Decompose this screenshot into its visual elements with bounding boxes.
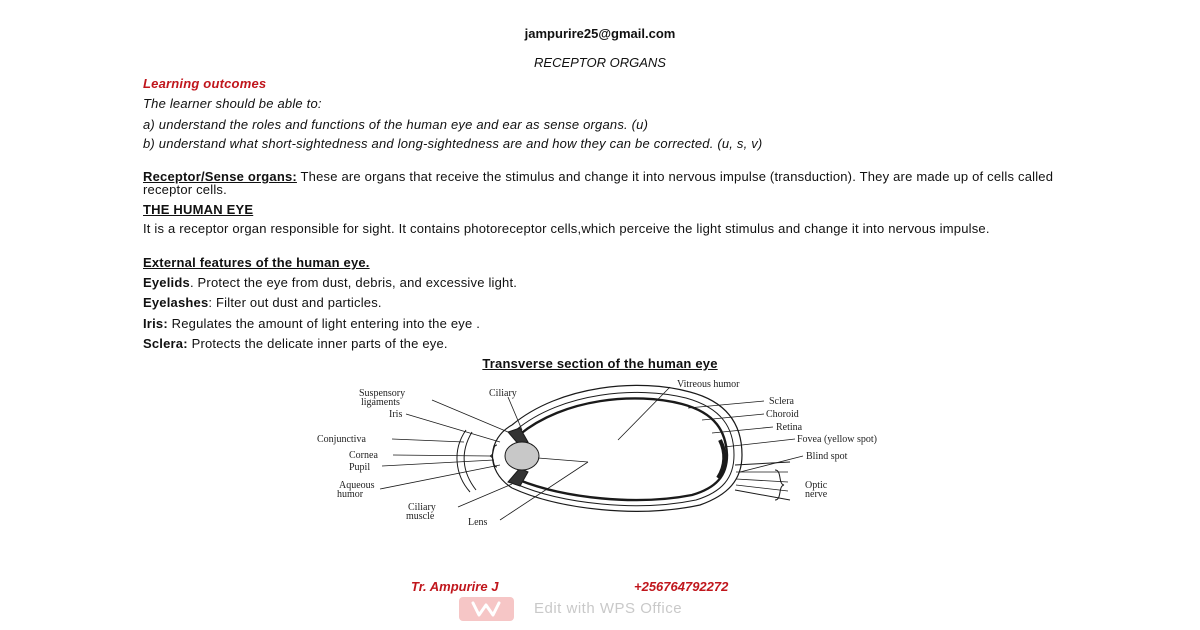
optic-brace [775, 470, 784, 500]
label-iris: Iris [389, 409, 403, 420]
fovea-mark [718, 440, 724, 478]
feature-term: Eyelashes [143, 295, 209, 310]
learning-outcomes-heading: Learning outcomes [143, 76, 267, 91]
leader-aqueous [380, 465, 500, 489]
leader-ciliary [508, 397, 522, 430]
footer-author: Tr. Ampurire J [411, 579, 499, 594]
lens-shape [505, 442, 539, 470]
label-optic-1: Optic [805, 480, 828, 491]
label-optic-2: nerve [805, 489, 828, 500]
label-fovea: Fovea (yellow spot) [797, 434, 877, 445]
human-eye-description: It is a receptor organ responsible for sight. It contains photoreceptor cells,which perceive the light stimulus and change it into nervous impulse. [143, 221, 990, 236]
label-cornea: Cornea [349, 450, 378, 461]
feature-term: Iris: [143, 316, 168, 331]
label-blind-spot: Blind spot [806, 451, 848, 462]
label-suspensory-2: ligaments [361, 397, 400, 408]
leader-lens [500, 462, 588, 520]
feature-term: Sclera: [143, 336, 188, 351]
wps-watermark-text[interactable]: Edit with WPS Office [534, 600, 683, 617]
receptor-definition-text: These are organs that receive the stimulus and change it into nervous impulse (transduction). They are made up of cells called receptor cells. [143, 169, 1054, 197]
label-aqueous-1: Aqueous [339, 480, 375, 491]
feature-term: Eyelids [143, 275, 190, 290]
diagram-title: Transverse section of the human eye [482, 356, 718, 371]
leader-pupil [382, 460, 494, 466]
leader-fovea [724, 439, 795, 447]
learning-outcome-a: a) understand the roles and functions of the human eye and ear as sense organs. (u) [143, 117, 649, 132]
external-features-heading: External features of the human eye. [143, 255, 370, 270]
label-pupil: Pupil [349, 462, 371, 473]
label-ciliary-muscle-2: muscle [406, 511, 435, 522]
optic-nerve-upper [735, 462, 790, 465]
retina-outline [519, 398, 727, 500]
leader-lens-2 [538, 458, 588, 462]
leader-suspensory [432, 400, 508, 432]
feature-text: : Filter out dust and particles. [208, 295, 382, 310]
learning-intro: The learner should be able to: [143, 96, 322, 111]
leader-cornea [393, 455, 490, 456]
pupil-brace [490, 445, 497, 467]
label-choroid: Choroid [766, 409, 799, 420]
receptor-term: Receptor/Sense organs: [143, 169, 297, 184]
label-lens: Lens [468, 517, 488, 528]
label-ciliary-muscle-1: Ciliary [408, 502, 436, 513]
leader-vitreous [618, 387, 670, 440]
optic-nerve-lower [735, 490, 790, 500]
leader-iris [406, 414, 500, 442]
footer-phone: +256764792272 [634, 579, 729, 594]
feature-text: . Protect the eye from dust, debris, and excessive light. [189, 275, 518, 290]
label-sclera: Sclera [769, 396, 794, 407]
feature-text: Regulates the amount of light entering into the eye . [167, 316, 481, 331]
human-eye-heading: THE HUMAN EYE [143, 202, 254, 217]
wps-logo-icon [459, 597, 514, 621]
sclera-outline [512, 385, 742, 511]
label-ciliary: Ciliary [489, 388, 517, 399]
leader-conjunctiva [392, 439, 464, 442]
learning-outcome-b: b) understand what short-sightedness and long-sightedness are and how they can be corrected. (u, s, v) [143, 136, 763, 151]
label-suspensory-1: Suspensory [359, 388, 406, 399]
label-aqueous-2: humor [337, 489, 364, 500]
label-vitreous-humor: Vitreous humor [677, 379, 740, 390]
feature-text: Protects the delicate inner parts of the eye. [187, 336, 448, 351]
author-email: jampurire25@gmail.com [524, 26, 676, 41]
leader-sclera [688, 401, 764, 408]
label-retina: Retina [776, 422, 803, 433]
label-conjunctiva: Conjunctiva [317, 434, 366, 445]
document-title: RECEPTOR ORGANS [534, 55, 666, 70]
